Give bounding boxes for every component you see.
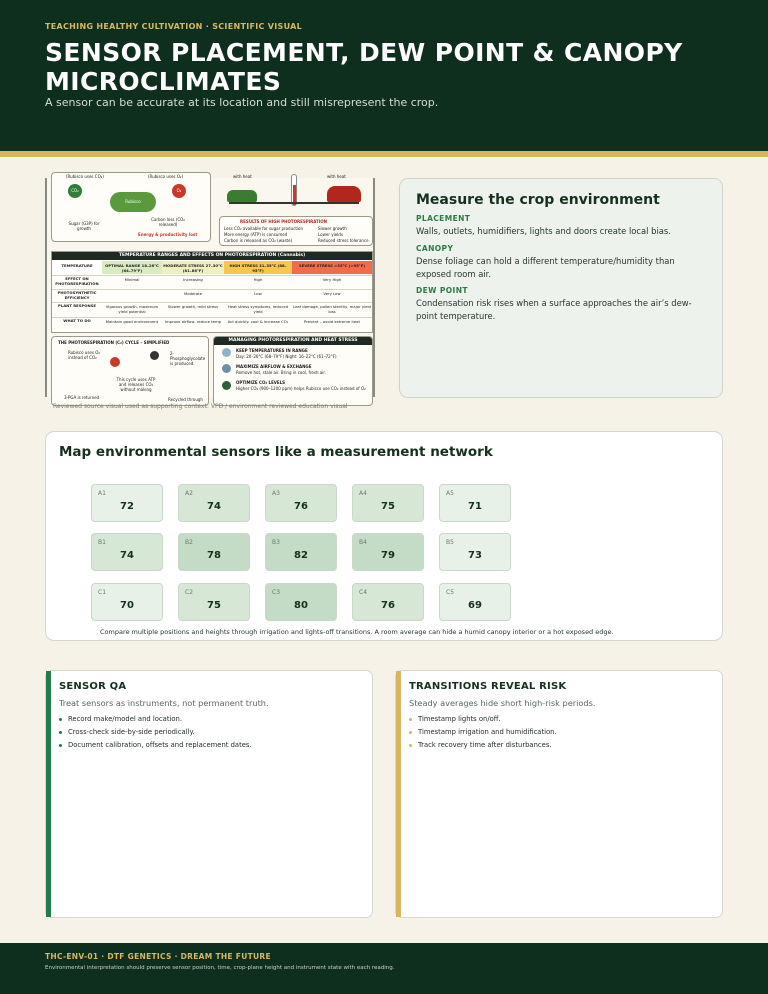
sensor-cell: [265, 484, 337, 522]
sensor-cell: [352, 533, 424, 571]
cycle-panel: [51, 336, 209, 406]
table-cell: Slower growth, mild stress: [162, 302, 224, 316]
scale-beam-icon: [229, 202, 359, 204]
results-box: [219, 216, 373, 246]
table-cell: Increasing: [162, 275, 224, 288]
sensor-qa-list: [59, 713, 252, 752]
scale-panel: [215, 172, 375, 248]
table-title: TEMPERATURE RANGES AND EFFECTS ON PHOTORESPIRATION (Cannabis): [52, 252, 372, 260]
cycle-step-2: 2-Phosphoglycolate is produced.: [170, 351, 206, 366]
sensor-cell: [265, 533, 337, 571]
sensor-value: 75: [381, 501, 395, 512]
label-with-heat-right: with heat: [327, 174, 346, 179]
page-footer: [0, 943, 768, 994]
table-header-cell: OPTIMAL RANGE 18–26°C (64–79°F): [102, 261, 162, 274]
sensor-id: C2: [185, 589, 194, 596]
measure-card: [399, 178, 723, 398]
o2-label: O₂: [176, 188, 182, 193]
table-cell: Low: [224, 289, 292, 301]
table-header-cell: SEVERE STRESS >35°C (>95°F): [292, 261, 372, 274]
table-cell: Act quickly: cool & increase CO₂: [224, 317, 292, 332]
label-rubisco-o2: (Rubisco uses O₂): [148, 174, 184, 179]
table-row-label: PHOTOSYNTHETIC EFFICIENCY: [52, 289, 102, 301]
label-with-heat-left: with heat: [233, 174, 252, 179]
sensor-id: A2: [185, 490, 193, 497]
transitions-list: [409, 713, 557, 752]
red-molecules-icon: [327, 186, 361, 202]
result-item: Reduced stress tolerance: [318, 238, 369, 243]
sensor-id: B2: [185, 539, 193, 546]
measure-title: Measure the crop environment: [416, 192, 660, 208]
page-title: SENSOR PLACEMENT, DEW POINT & CANOPY MICROCLIMATES: [45, 38, 683, 96]
rubisco-panel: [51, 172, 211, 242]
measure-item-dew-point: [416, 286, 711, 323]
sensor-id: B4: [359, 539, 367, 546]
cycle-step-1: Rubisco uses O₂ instead of CO₂: [68, 350, 100, 360]
sensor-qa-title: SENSOR QA: [59, 681, 127, 692]
managing-item-head: OPTIMIZE CO₂ LEVELS: [236, 380, 286, 385]
sensor-id: A5: [446, 490, 454, 497]
sugar-label: Sugar (G3P) for growth: [68, 221, 100, 231]
table-cell: Prevent – avoid extreme heat: [292, 317, 372, 332]
sensor-value: 74: [120, 550, 134, 561]
table-cell: Vigorous growth, maximum yield potential: [102, 302, 162, 316]
glycolate-molecule-icon: [150, 351, 159, 360]
sensor-cell: [439, 484, 511, 522]
bullet-icon: [409, 731, 412, 734]
list-item-text: Cross-check side-by-side periodically.: [68, 728, 195, 736]
sensor-value: 75: [207, 600, 221, 611]
measure-item-label: CANOPY: [416, 244, 454, 253]
list-item: [59, 713, 252, 726]
result-item: More energy (ATP) is consumed: [224, 232, 288, 237]
list-item-text: Timestamp lights on/off.: [418, 715, 501, 723]
transitions-title: TRANSITIONS REVEAL RISK: [409, 681, 567, 692]
results-title: RESULTS OF HIGH PHOTORESPIRATION: [240, 219, 327, 224]
result-item: Slower growth: [318, 226, 347, 231]
table-cell: Very High: [292, 275, 372, 288]
sensor-cell: [352, 583, 424, 621]
table-cell: Moderate: [162, 289, 224, 301]
managing-item-head: KEEP TEMPERATURES IN RANGE: [236, 348, 308, 353]
sensor-id: B3: [272, 539, 280, 546]
sensor-id: C4: [359, 589, 368, 596]
transitions-accent: [396, 671, 401, 917]
sensor-map-title: Map environmental sensors like a measurement network: [59, 444, 493, 460]
list-item: [409, 713, 557, 726]
sensor-id: C5: [446, 589, 455, 596]
sensor-id: B5: [446, 539, 454, 546]
footer-note: Environmental interpretation should preserve sensor position, time, crop-plane height and instrument state with each reading.: [45, 965, 395, 971]
bullet-icon: [59, 744, 62, 747]
managing-item-text: Higher CO₂ (900–1200 ppm) helps Rubisco use CO₂ instead of O₂: [236, 386, 366, 391]
table-row-label: EFFECT ON PHOTORESPIRATION: [52, 275, 102, 288]
sensor-value: 72: [120, 501, 134, 512]
rubisco-label: Rubisco: [125, 199, 141, 204]
source-visual: [45, 174, 375, 402]
sensor-cell: [91, 484, 163, 522]
table-row-label: PLANT RESPONSE: [52, 302, 102, 316]
sensor-id: A3: [272, 490, 280, 497]
measure-item-text: Dense foliage can hold a different temperature/humidity than exposed room air.: [416, 256, 675, 279]
sensor-id: A4: [359, 490, 367, 497]
sensor-qa-accent: [46, 671, 51, 917]
header-divider: [0, 151, 768, 157]
page-header: [0, 0, 768, 151]
measure-item-label: PLACEMENT: [416, 214, 471, 223]
sensor-value: 76: [294, 501, 308, 512]
measure-item-label: DEW POINT: [416, 286, 468, 295]
table-cell: Leaf damage, pollen sterility, major yield loss: [293, 304, 371, 314]
sensor-value: 70: [120, 600, 134, 611]
managing-item-head: MAXIMIZE AIRFLOW & EXCHANGE: [236, 364, 312, 369]
result-item: Less CO₂ available for sugar production: [224, 226, 303, 231]
sensor-cell: [91, 533, 163, 571]
cycle-step-4: Recycled through: [168, 397, 203, 402]
list-item: [409, 739, 557, 752]
sensor-value: 74: [207, 501, 221, 512]
sensor-qa-card: [45, 670, 373, 918]
sensor-qa-lead: Treat sensors as instruments, not permanent truth.: [59, 698, 269, 708]
sensor-id: C1: [98, 589, 107, 596]
table-cell: Improve airflow, reduce temp: [162, 317, 224, 332]
result-item: Lower yields: [318, 232, 343, 237]
managing-title: MANAGING PHOTORESPIRATION AND HEAT STRESS: [214, 337, 372, 345]
bullet-icon: [409, 718, 412, 721]
footer-brand: THC-ENV-01 · DTF GENETICS · DREAM THE FUTURE: [45, 952, 271, 961]
sensor-cell: [178, 533, 250, 571]
list-item: [59, 726, 252, 739]
bullet-icon: [409, 744, 412, 747]
cycle-step-3: 3-PGA is returned: [64, 395, 100, 400]
sensor-cell: [439, 533, 511, 571]
table-header-cell: HIGH STRESS 31–35°C (88–95°F): [224, 261, 292, 274]
list-item-text: Document calibration, offsets and replacement dates.: [68, 741, 252, 749]
thermometer-icon: [222, 348, 231, 357]
measure-item-placement: [416, 214, 711, 238]
transitions-lead: Steady averages hide short high-risk periods.: [409, 698, 596, 708]
sensor-value: 80: [294, 600, 308, 611]
sensor-value: 79: [381, 550, 395, 561]
co2-label: CO₂: [71, 188, 79, 193]
sensor-cell: [91, 583, 163, 621]
temperature-table: [51, 251, 373, 333]
bullet-icon: [59, 731, 62, 734]
o2-molecule-icon: [110, 357, 120, 367]
fan-icon: [222, 364, 231, 373]
sensor-cell: [352, 484, 424, 522]
table-cell: Maintain good environment: [102, 317, 162, 332]
header-kicker: TEACHING HEALTHY CULTIVATION · SCIENTIFIC VISUAL: [45, 22, 303, 31]
transitions-card: [395, 670, 723, 918]
sensor-cell: [439, 583, 511, 621]
sensor-map-card: [45, 431, 723, 641]
bullet-icon: [59, 718, 62, 721]
sensor-id: B1: [98, 539, 106, 546]
visual-caption: Reviewed source visual used as supporting context: VPD / environment reviewed education visual: [53, 403, 348, 410]
sensor-value: 76: [381, 600, 395, 611]
managing-item-text: Day: 20–26°C (68–79°F) Night: 16–22°C (61–72°F): [236, 354, 337, 359]
o2-icon: [172, 184, 186, 198]
sensor-value: 71: [468, 501, 482, 512]
sensor-map-note: Compare multiple positions and heights through irrigation and lights-off transitions. A room average can hide a humid canopy interior or a hot exposed edge.: [100, 628, 614, 636]
sensor-cell: [265, 583, 337, 621]
table-header-cell: MODERATE STRESS 27–30°C (81–86°F): [163, 263, 223, 273]
table-cell: Minimal: [102, 275, 162, 288]
sensor-id: C3: [272, 589, 281, 596]
managing-item-text: Remove hot, stale air. Bring in cool, fresh air.: [236, 370, 326, 375]
result-item: Carbon is released as CO₂ (waste): [224, 238, 293, 243]
measure-item-text: Walls, outlets, humidifiers, lights and doors create local bias.: [416, 226, 671, 236]
sensor-value: 69: [468, 600, 482, 611]
managing-panel: [213, 336, 373, 406]
table-header-cell: TEMPERATURE: [52, 261, 102, 274]
list-item-text: Timestamp irrigation and humidification.: [418, 728, 557, 736]
label-rubisco-co2: (Rubisco uses CO₂): [66, 174, 104, 179]
sensor-value: 78: [207, 550, 221, 561]
carbon-loss-label: Carbon loss (CO₂ released): [151, 217, 185, 227]
list-item: [59, 739, 252, 752]
list-item-text: Track recovery time after disturbances.: [418, 741, 552, 749]
co2-icon: [68, 184, 82, 198]
sensor-id: A1: [98, 490, 106, 497]
measure-item-canopy: [416, 244, 711, 281]
table-row-label: WHAT TO DO: [52, 317, 102, 332]
table-cell: High: [224, 275, 292, 288]
table-cell: Very Low: [292, 289, 372, 301]
sensor-cell: [178, 484, 250, 522]
table-cell: Heat stress symptoms, reduced yield: [224, 302, 292, 316]
measure-item-text: Condensation risk rises when a surface approaches the air’s dew-point temperature.: [416, 298, 692, 321]
sensor-value: 73: [468, 550, 482, 561]
list-item: [409, 726, 557, 739]
sensor-value: 82: [294, 550, 308, 561]
energy-lost-label: Energy & productivity lost: [138, 232, 198, 237]
co2-badge-icon: [222, 381, 231, 390]
list-item-text: Record make/model and location.: [68, 715, 182, 723]
page-subtitle: A sensor can be accurate at its location and still misrepresent the crop.: [45, 96, 439, 109]
table-cell: [102, 289, 162, 301]
sensor-cell: [178, 583, 250, 621]
green-molecules-icon: [227, 190, 257, 202]
cycle-title: THE PHOTORESPIRATION (C₂) CYCLE – SIMPLIFIED: [58, 340, 170, 345]
cycle-middle: This cycle uses ATP and releases CO₂ without making: [116, 377, 156, 392]
rubisco-enzyme-icon: [110, 192, 156, 212]
